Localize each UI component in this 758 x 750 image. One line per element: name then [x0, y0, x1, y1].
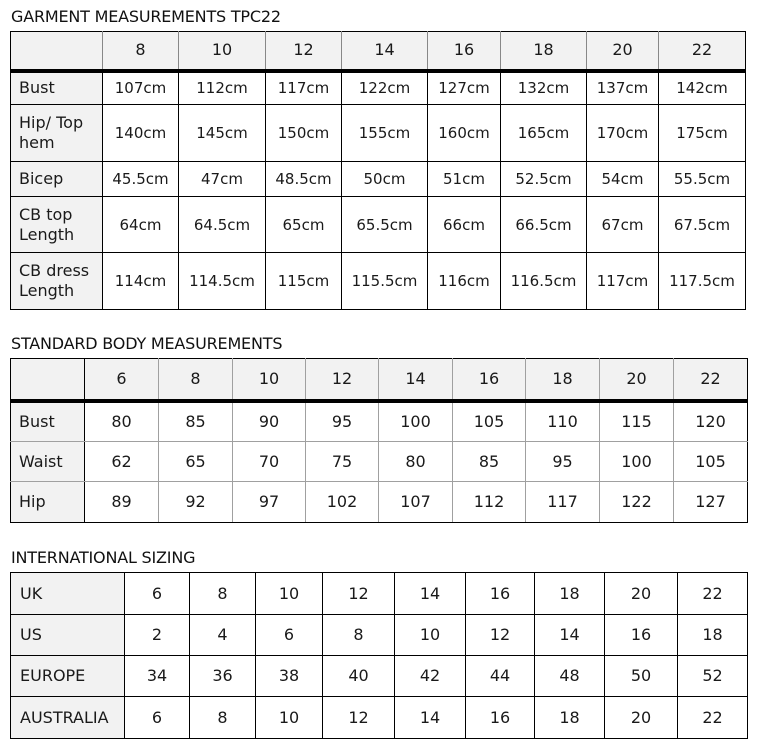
- table-row: [11, 442, 748, 482]
- table-cell: 16: [605, 615, 678, 656]
- table-cell: 145cm: [179, 105, 266, 162]
- standard-body-measurements-table: [10, 358, 748, 523]
- international-sizing-title: INTERNATIONAL SIZING: [11, 548, 196, 567]
- table-cell: 16: [466, 697, 535, 739]
- table-cell: 66cm: [428, 197, 501, 253]
- table-cell: 114.5cm: [179, 253, 266, 310]
- table-cell: 114cm: [103, 253, 179, 310]
- table-cell: 22: [678, 573, 748, 615]
- size-header: 18: [501, 32, 587, 71]
- table-cell: 44: [466, 656, 535, 697]
- table-row: [11, 253, 746, 310]
- row-label: Bust: [11, 71, 103, 105]
- table-cell: 140cm: [103, 105, 179, 162]
- size-header: 12: [266, 32, 342, 71]
- size-header: 20: [587, 32, 659, 71]
- table-cell: 6: [256, 615, 323, 656]
- table-cell: 48: [535, 656, 605, 697]
- table-cell: 12: [466, 615, 535, 656]
- table-cell: 85: [453, 442, 526, 482]
- table-cell: 14: [395, 573, 466, 615]
- table-cell: 85: [159, 401, 233, 442]
- table-cell: 50: [605, 656, 678, 697]
- table-cell: 8: [190, 697, 256, 739]
- table-cell: 100: [379, 401, 453, 442]
- table-cell: 52: [678, 656, 748, 697]
- row-label: AUSTRALIA: [11, 697, 125, 739]
- table-cell: 150cm: [266, 105, 342, 162]
- table-cell: 47cm: [179, 162, 266, 197]
- table-cell: 67cm: [587, 197, 659, 253]
- table-cell: 95: [306, 401, 379, 442]
- table-cell: 107: [379, 482, 453, 523]
- size-header: 22: [659, 32, 746, 71]
- size-header: 6: [85, 359, 159, 401]
- table-cell: 22: [678, 697, 748, 739]
- header-corner-cell: [11, 32, 103, 71]
- table-cell: 65cm: [266, 197, 342, 253]
- table-cell: 42: [395, 656, 466, 697]
- size-header: 8: [103, 32, 179, 71]
- table-cell: 122cm: [342, 71, 428, 105]
- table-cell: 80: [379, 442, 453, 482]
- size-header: 12: [306, 359, 379, 401]
- table-cell: 107cm: [103, 71, 179, 105]
- table-cell: 45.5cm: [103, 162, 179, 197]
- table-cell: 12: [323, 697, 395, 739]
- row-label: Bust: [11, 401, 85, 442]
- row-label: EUROPE: [11, 656, 125, 697]
- table-cell: 127: [674, 482, 748, 523]
- table-cell: 16: [466, 573, 535, 615]
- table-cell: 117cm: [266, 71, 342, 105]
- table-row: [11, 697, 748, 739]
- table-row: [11, 105, 746, 162]
- table-cell: 18: [535, 697, 605, 739]
- table-cell: 117cm: [587, 253, 659, 310]
- table-cell: 48.5cm: [266, 162, 342, 197]
- size-header: 16: [453, 359, 526, 401]
- table-cell: 2: [125, 615, 190, 656]
- table-cell: 132cm: [501, 71, 587, 105]
- table-cell: 112: [453, 482, 526, 523]
- table-cell: 20: [605, 573, 678, 615]
- size-header: 22: [674, 359, 748, 401]
- row-label: US: [11, 615, 125, 656]
- table-cell: 50cm: [342, 162, 428, 197]
- table-cell: 65.5cm: [342, 197, 428, 253]
- size-header: 20: [600, 359, 674, 401]
- table-cell: 116.5cm: [501, 253, 587, 310]
- table-cell: 52.5cm: [501, 162, 587, 197]
- table-row: [11, 197, 746, 253]
- size-header: 8: [159, 359, 233, 401]
- table-cell: 117: [526, 482, 600, 523]
- garment-measurements-table: [10, 31, 746, 310]
- size-header: 10: [179, 32, 266, 71]
- table-cell: 90: [233, 401, 306, 442]
- table-cell: 10: [256, 573, 323, 615]
- table-cell: 64.5cm: [179, 197, 266, 253]
- table-cell: 97: [233, 482, 306, 523]
- table-cell: 54cm: [587, 162, 659, 197]
- table-cell: 14: [395, 697, 466, 739]
- table-header-row: [11, 359, 748, 401]
- international-sizing-table: [10, 572, 748, 739]
- size-header: 16: [428, 32, 501, 71]
- table-cell: 34: [125, 656, 190, 697]
- table-cell: 112cm: [179, 71, 266, 105]
- table-cell: 92: [159, 482, 233, 523]
- table-cell: 38: [256, 656, 323, 697]
- table-cell: 65: [159, 442, 233, 482]
- table-row: [11, 656, 748, 697]
- size-header: 10: [233, 359, 306, 401]
- row-label: Bicep: [11, 162, 103, 197]
- table-header-row: [11, 32, 746, 71]
- table-cell: 40: [323, 656, 395, 697]
- table-cell: 160cm: [428, 105, 501, 162]
- table-cell: 137cm: [587, 71, 659, 105]
- table-cell: 155cm: [342, 105, 428, 162]
- table-cell: 10: [256, 697, 323, 739]
- table-cell: 120: [674, 401, 748, 442]
- table-row: [11, 615, 748, 656]
- table-cell: 75: [306, 442, 379, 482]
- table-row: [11, 401, 748, 442]
- row-label: CB top Length: [11, 197, 103, 253]
- table-cell: 20: [605, 697, 678, 739]
- table-cell: 6: [125, 697, 190, 739]
- table-cell: 115.5cm: [342, 253, 428, 310]
- row-label: Hip: [11, 482, 85, 523]
- standard-body-measurements-title: STANDARD BODY MEASUREMENTS: [11, 334, 283, 353]
- table-cell: 142cm: [659, 71, 746, 105]
- table-cell: 67.5cm: [659, 197, 746, 253]
- table-cell: 8: [190, 573, 256, 615]
- table-row: [11, 573, 748, 615]
- table-cell: 122: [600, 482, 674, 523]
- table-row: [11, 162, 746, 197]
- size-header: 14: [379, 359, 453, 401]
- table-cell: 12: [323, 573, 395, 615]
- table-cell: 70: [233, 442, 306, 482]
- table-row: [11, 71, 746, 105]
- table-cell: 80: [85, 401, 159, 442]
- table-cell: 4: [190, 615, 256, 656]
- table-cell: 175cm: [659, 105, 746, 162]
- table-cell: 115cm: [266, 253, 342, 310]
- table-cell: 18: [678, 615, 748, 656]
- table-cell: 110: [526, 401, 600, 442]
- table-cell: 115: [600, 401, 674, 442]
- table-cell: 165cm: [501, 105, 587, 162]
- table-cell: 95: [526, 442, 600, 482]
- header-corner-cell: [11, 359, 85, 401]
- table-cell: 6: [125, 573, 190, 615]
- row-label: Hip/ Top hem: [11, 105, 103, 162]
- table-cell: 100: [600, 442, 674, 482]
- table-cell: 116cm: [428, 253, 501, 310]
- table-cell: 105: [453, 401, 526, 442]
- table-cell: 55.5cm: [659, 162, 746, 197]
- table-cell: 8: [323, 615, 395, 656]
- row-label: UK: [11, 573, 125, 615]
- row-label: Waist: [11, 442, 85, 482]
- garment-measurements-title: GARMENT MEASUREMENTS TPC22: [11, 7, 281, 26]
- table-cell: 127cm: [428, 71, 501, 105]
- table-row: [11, 482, 748, 523]
- table-cell: 117.5cm: [659, 253, 746, 310]
- table-cell: 102: [306, 482, 379, 523]
- table-cell: 64cm: [103, 197, 179, 253]
- table-cell: 170cm: [587, 105, 659, 162]
- table-cell: 36: [190, 656, 256, 697]
- table-cell: 62: [85, 442, 159, 482]
- table-cell: 105: [674, 442, 748, 482]
- table-cell: 18: [535, 573, 605, 615]
- size-header: 14: [342, 32, 428, 71]
- table-cell: 89: [85, 482, 159, 523]
- table-cell: 51cm: [428, 162, 501, 197]
- row-label: CB dress Length: [11, 253, 103, 310]
- table-cell: 10: [395, 615, 466, 656]
- table-cell: 14: [535, 615, 605, 656]
- table-cell: 66.5cm: [501, 197, 587, 253]
- size-header: 18: [526, 359, 600, 401]
